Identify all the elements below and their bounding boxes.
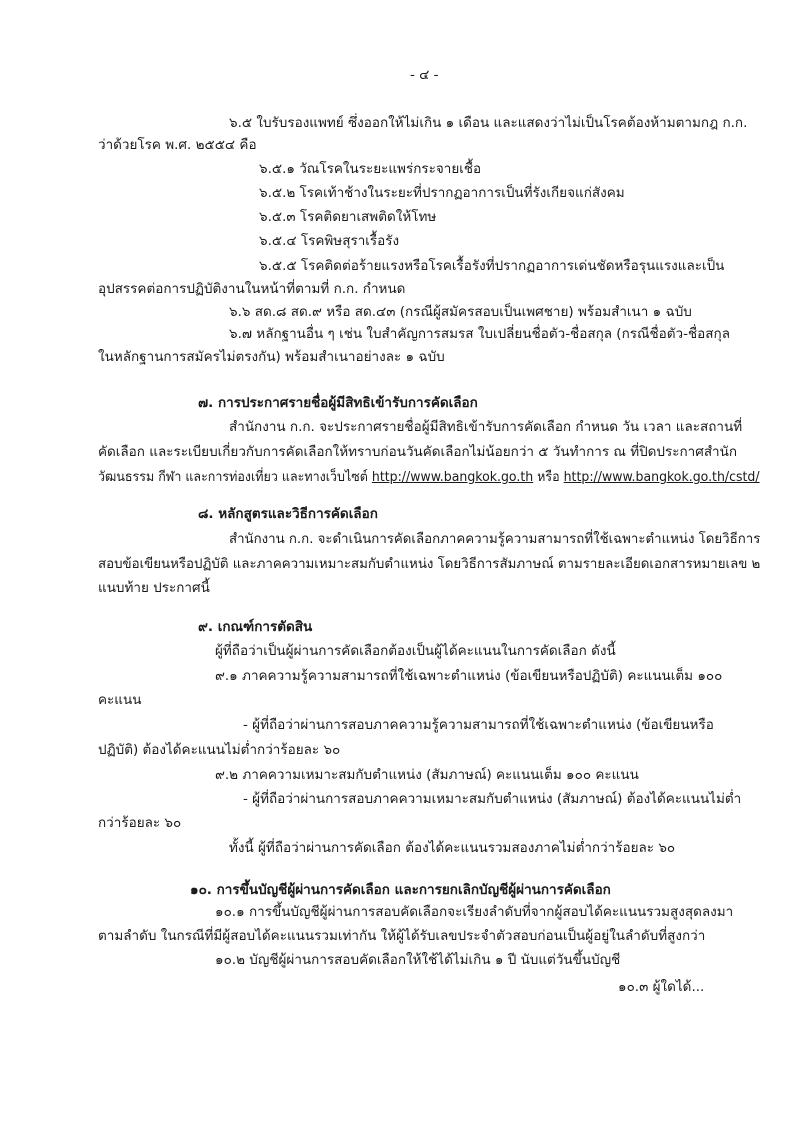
s66: ๖.๖ สด.๘ สด.๙ หรือ สด.๔๓ (กรณีผู้สมัครสอบเป็นเพศชาย) พร้อมสำเนา ๑ ฉบับ [229, 304, 692, 320]
cstd-link[interactable]: http://www.bangkok.go.th/cstd/ [563, 469, 760, 485]
s91-criterion-line1: - ผู้ที่ถือว่าผ่านการสอบภาคความรู้ความสามารถที่ใช้เฉพาะตำแหน่ง (ข้อเขียนหรือ [243, 717, 714, 733]
s91-line1: ๙.๑ ภาคความรู้ความสามารถที่ใช้เฉพาะตำแหน่ง (ข้อเขียนหรือปฏิบัติ) คะแนนเต็ม ๑๐๐ [215, 668, 723, 684]
s92-criterion-line2: กว่าร้อยละ ๖๐ [98, 815, 182, 831]
s7-line3-text: วัฒนธรรม กีฬา และการท่องเที่ยว และทางเว็บไซต์ [98, 469, 372, 485]
s8-line1: สำนักงาน ก.ก. จะดำเนินการคัดเลือกภาคความรู้ความสามารถที่ใช้เฉพาะตำแหน่ง โดยวิธีการ [229, 531, 761, 547]
bangkok-link[interactable]: http://www.bangkok.go.th [371, 469, 534, 485]
s8-line3: แนบท้าย ประกาศนี้ [98, 580, 210, 596]
s67-line2: ในหลักฐานการสมัครไม่ตรงกัน) พร้อมสำเนาอย่างละ ๑ ฉบับ [98, 349, 445, 365]
s65-item-5-cont: อุปสรรคต่อการปฏิบัติงานในหน้าที่ตามที่ ก.ก. กำหนด [98, 281, 406, 297]
s65-item-5: ๖.๕.๕ โรคติดต่อร้ายแรงหรือโรคเรื้อรังที่ปรากฏอาการเด่นชัดหรือรุนแรงและเป็น [259, 258, 725, 274]
s65-item-2: ๖.๕.๒ โรคเท้าช้างในระยะที่ปรากฏอาการเป็นที่รังเกียจแก่สังคม [259, 185, 625, 201]
page-number: - ๔ - [410, 67, 439, 83]
s9-summary: ทั้งนี้ ผู้ที่ถือว่าผ่านการคัดเลือก ต้องได้คะแนนรวมสองภาคไม่ต่ำกว่าร้อยละ ๖๐ [229, 840, 676, 856]
s7-line3-or: หรือ [533, 469, 564, 485]
s65-item-4: ๖.๕.๔ โรคพิษสุราเรื้อรัง [259, 233, 400, 249]
s65-item-1: ๖.๕.๑ วัณโรคในระยะแพร่กระจายเชื้อ [259, 161, 482, 177]
s8-line2: สอบข้อเขียนหรือปฏิบัติ และภาคความเหมาะสมกับตำแหน่ง โดยวิธีการสัมภาษณ์ ตามรายละเอียดเอกสารหมายเลข ๒ [98, 556, 761, 572]
s65-item-3: ๖.๕.๓ โรคติดยาเสพติดให้โทษ [259, 209, 437, 225]
s92-criterion-line1: - ผู้ที่ถือว่าผ่านการสอบภาคความเหมาะสมกับตำแหน่ง (สัมภาษณ์) ต้องได้คะแนนไม่ต่ำ [243, 791, 742, 807]
s101-line1: ๑๐.๑ การขึ้นบัญชีผู้ผ่านการสอบคัดเลือกจะเรียงลำดับที่จากผู้สอบได้คะแนนรวมสูงสุดลงมา [215, 904, 734, 920]
s91-line2: คะแนน [98, 692, 142, 708]
s7-line1: สำนักงาน ก.ก. จะประกาศรายชื่อผู้มีสิทธิเข้ารับการคัดเลือก กำหนด วัน เวลา และสถานที่ [229, 419, 743, 435]
continuation-marker: ๑๐.๓ ผู้ใดได้... [618, 979, 705, 995]
s9-heading: ๙. เกณฑ์การตัดสิน [198, 619, 313, 635]
s102: ๑๐.๒ บัญชีผู้ผ่านการสอบคัดเลือกให้ใช้ได้ไม่เกิน ๑ ปี นับแต่วันขึ้นบัญชี [215, 952, 621, 968]
s91-criterion-line2: ปฏิบัติ) ต้องได้คะแนนไม่ต่ำกว่าร้อยละ ๖๐ [98, 742, 341, 758]
s9-intro: ผู้ที่ถือว่าเป็นผู้ผ่านการคัดเลือกต้องเป็นผู้ได้คะแนนในการคัดเลือก ดังนี้ [215, 643, 616, 659]
s101-line2: ตามลำดับ ในกรณีที่มีผู้สอบได้คะแนนรวมเท่ากัน ให้ผู้ได้รับเลขประจำตัวสอบก่อนเป็นผู้อยู่ในลำดับที่สูงกว่า [98, 928, 706, 944]
s7-line3 [98, 468, 760, 486]
s7-line2: คัดเลือก และระเบียบเกี่ยวกับการคัดเลือกให้ทราบก่อนวันคัดเลือกไม่น้อยกว่า ๕ วันทำการ ณ ที่ปิดประกาศสำนัก [98, 444, 738, 460]
s7-heading: ๗. การประกาศรายชื่อผู้มีสิทธิเข้ารับการคัดเลือก [198, 395, 478, 411]
s65-line1: ๖.๕ ใบรับรองแพทย์ ซึ่งออกให้ไม่เกิน ๑ เดือน และแสดงว่าไม่เป็นโรคต้องห้ามตามกฎ ก.ก. [229, 115, 748, 131]
s65-line2: ว่าด้วยโรค พ.ศ. ๒๕๕๔ คือ [98, 137, 257, 153]
s67-line1: ๖.๗ หลักฐานอื่น ๆ เช่น ใบสำคัญการสมรส ใบเปลี่ยนชื่อตัว-ชื่อสกุล (กรณีชื่อตัว-ชื่อสกุล [229, 326, 730, 342]
s8-heading: ๘. หลักสูตรและวิธีการคัดเลือก [198, 506, 378, 522]
s10-heading: ๑๐. การขึ้นบัญชีผู้ผ่านการคัดเลือก และการยกเลิกบัญชีผู้ผ่านการคัดเลือก [190, 882, 611, 898]
s92-line1: ๙.๒ ภาคความเหมาะสมกับตำแหน่ง (สัมภาษณ์) คะแนนเต็ม ๑๐๐ คะแนน [215, 767, 639, 783]
